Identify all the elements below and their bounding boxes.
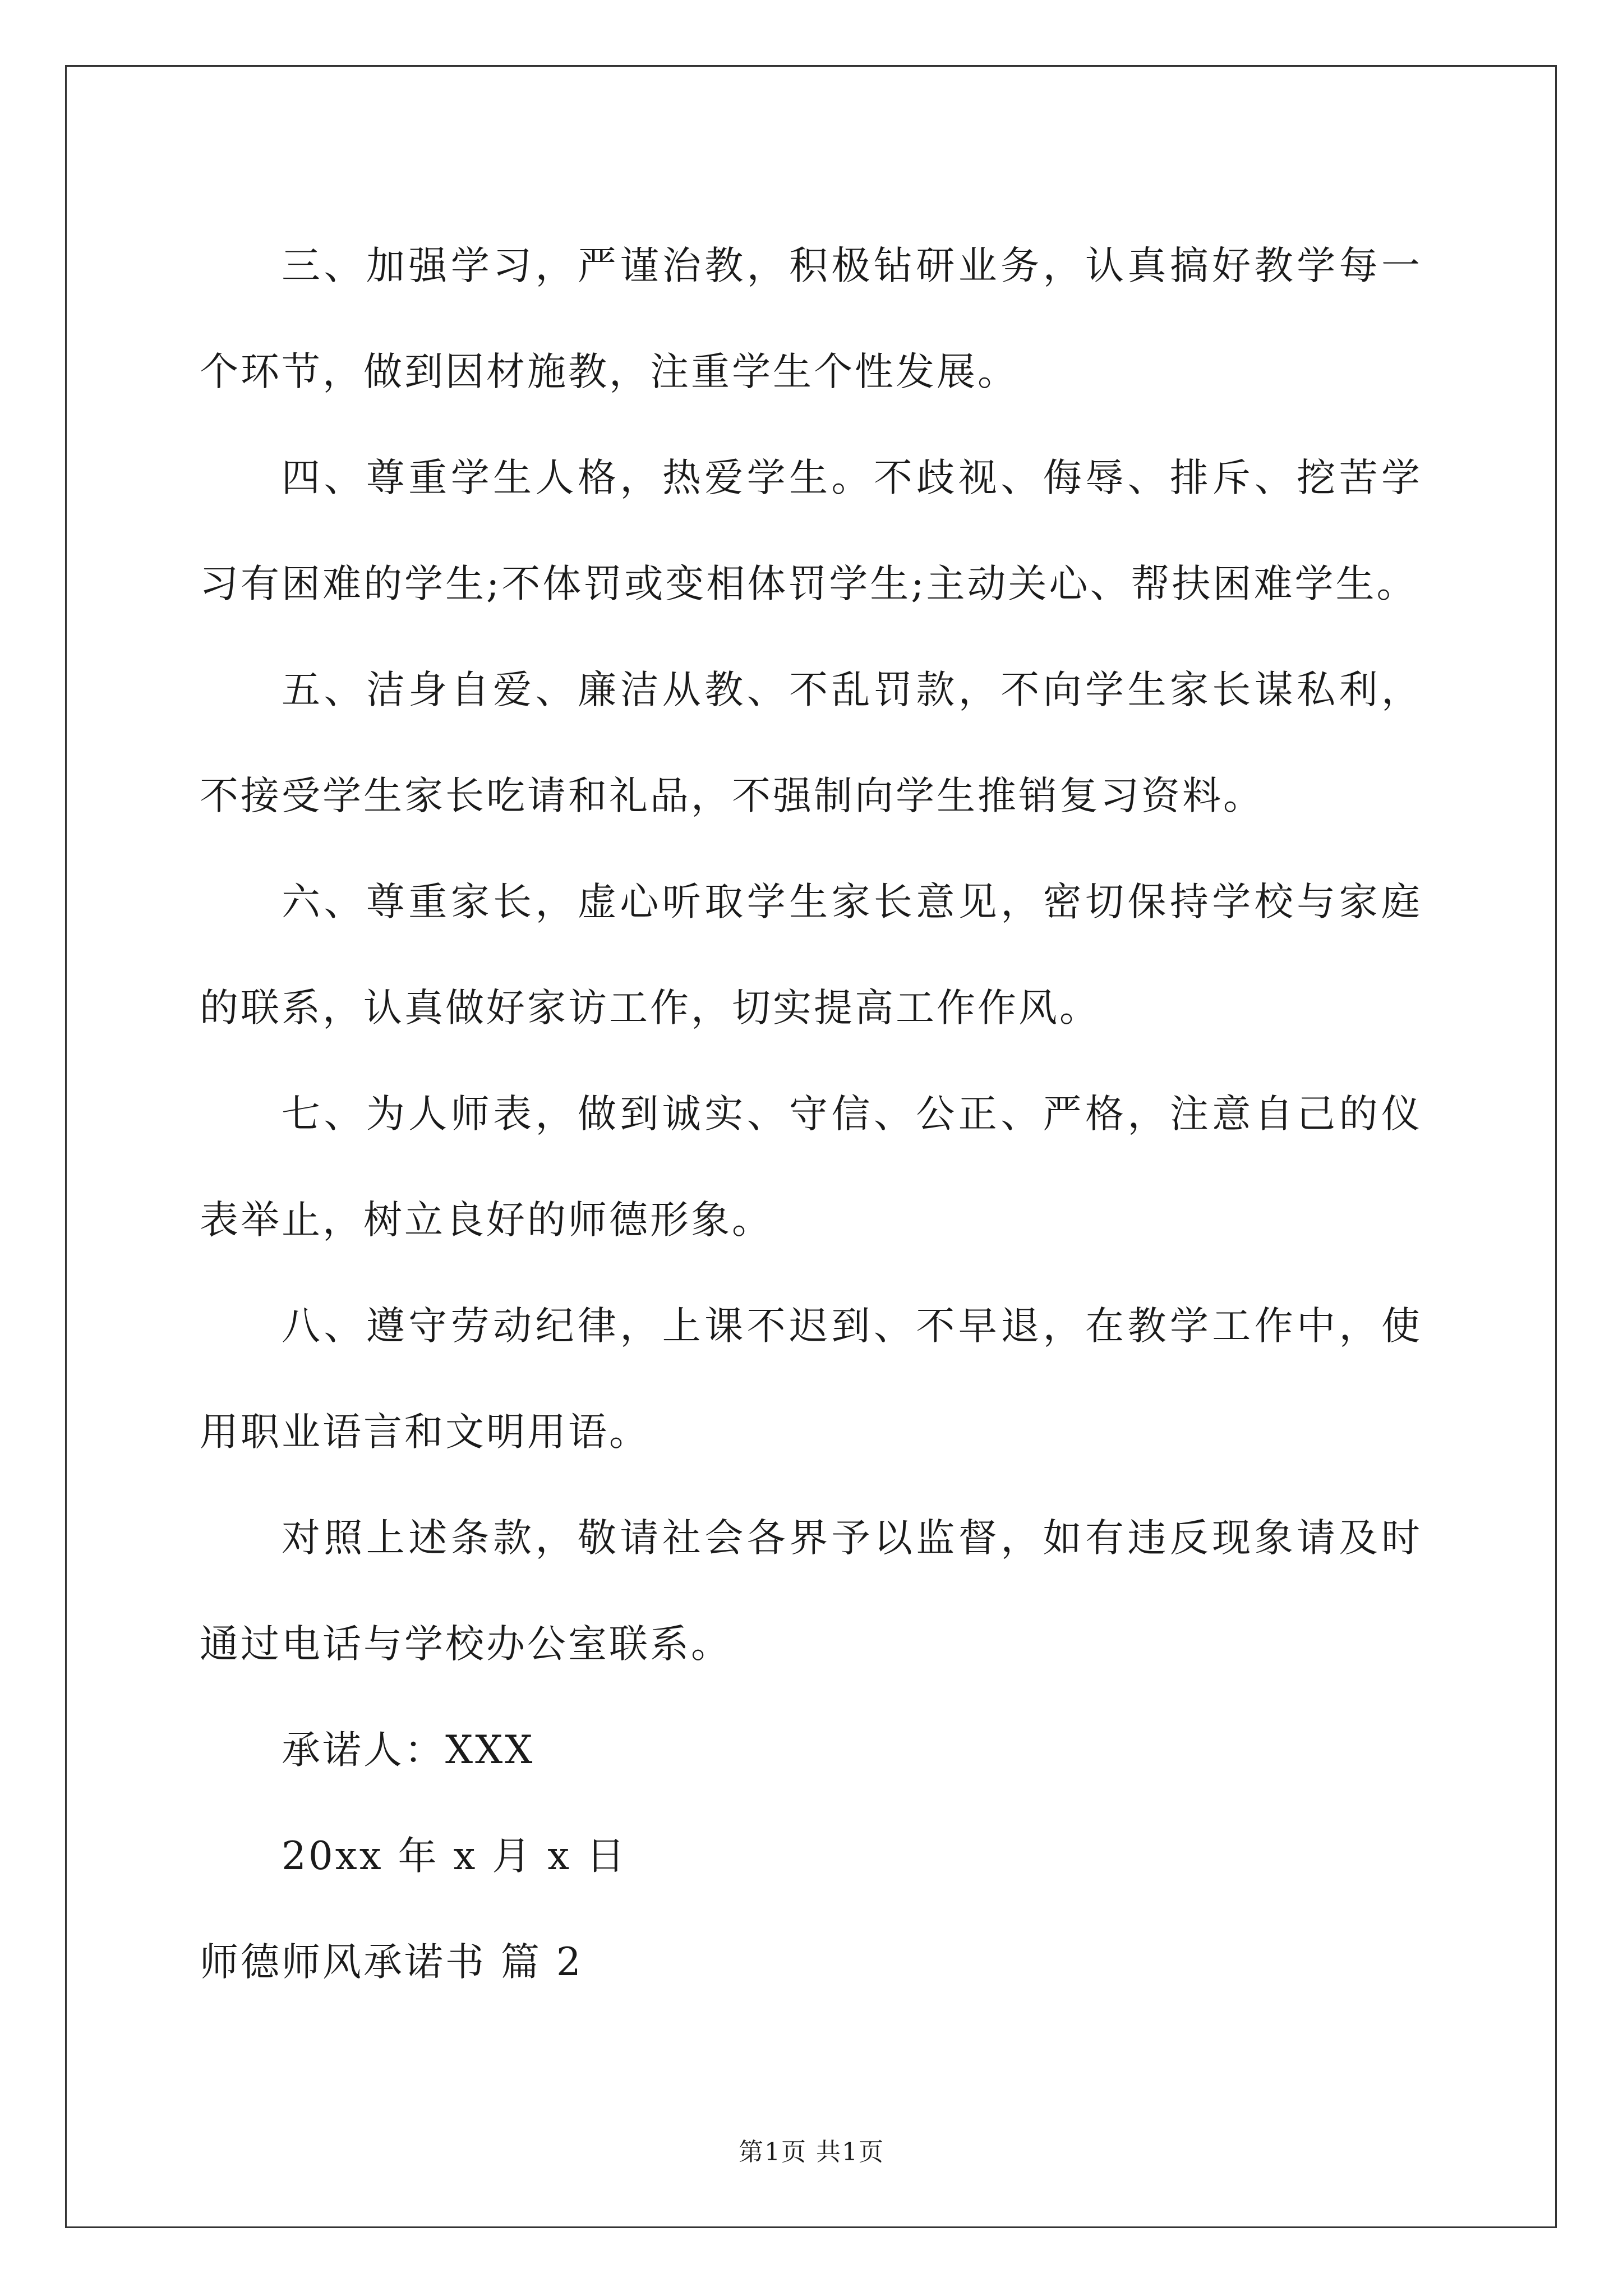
paragraph-item-8: 八、遵守劳动纪律，上课不迟到、不早退，在教学工作中，使用职业语言和文明用语。: [200, 1304, 1422, 1455]
paragraph-item-6: 六、尊重家长，虚心听取学生家长意见，密切保持学校与家庭的联系，认真做好家访工作，切实提高工作作风。: [200, 880, 1422, 1030]
document-body: [200, 213, 1422, 2016]
section-heading: 师德师风承诺书 篇 2: [200, 1940, 583, 1985]
paragraph-item-3: 三、加强学习，严谨治教，积极钻研业务，认真搞好教学每一个环节，做到因材施教，注重学生个性发展。: [200, 243, 1422, 394]
paragraph-item-4: 四、尊重学生人格，热爱学生。不歧视、侮辱、排斥、挖苦学习有困难的学生;不体罚或变相体罚学生;主动关心、帮扶困难学生。: [200, 455, 1422, 606]
page-footer: 第1页 共1页: [739, 2138, 884, 2166]
paragraph-closing: 对照上述条款，敬请社会各界予以监督，如有违反现象请及时通过电话与学校办公室联系。: [200, 1516, 1422, 1667]
date-line: 20xx 年 x 月 x 日: [282, 1834, 628, 1879]
paragraph-item-7: 七、为人师表，做到诚实、守信、公正、严格，注意自己的仪表举止，树立良好的师德形象。: [200, 1092, 1422, 1243]
paragraph-item-5: 五、洁身自爱、廉洁从教、不乱罚款，不向学生家长谋私利，不接受学生家长吃请和礼品，不强制向学生推销复习资料。: [200, 668, 1422, 818]
promisor-line: 承诺人：XXX: [282, 1728, 535, 1773]
